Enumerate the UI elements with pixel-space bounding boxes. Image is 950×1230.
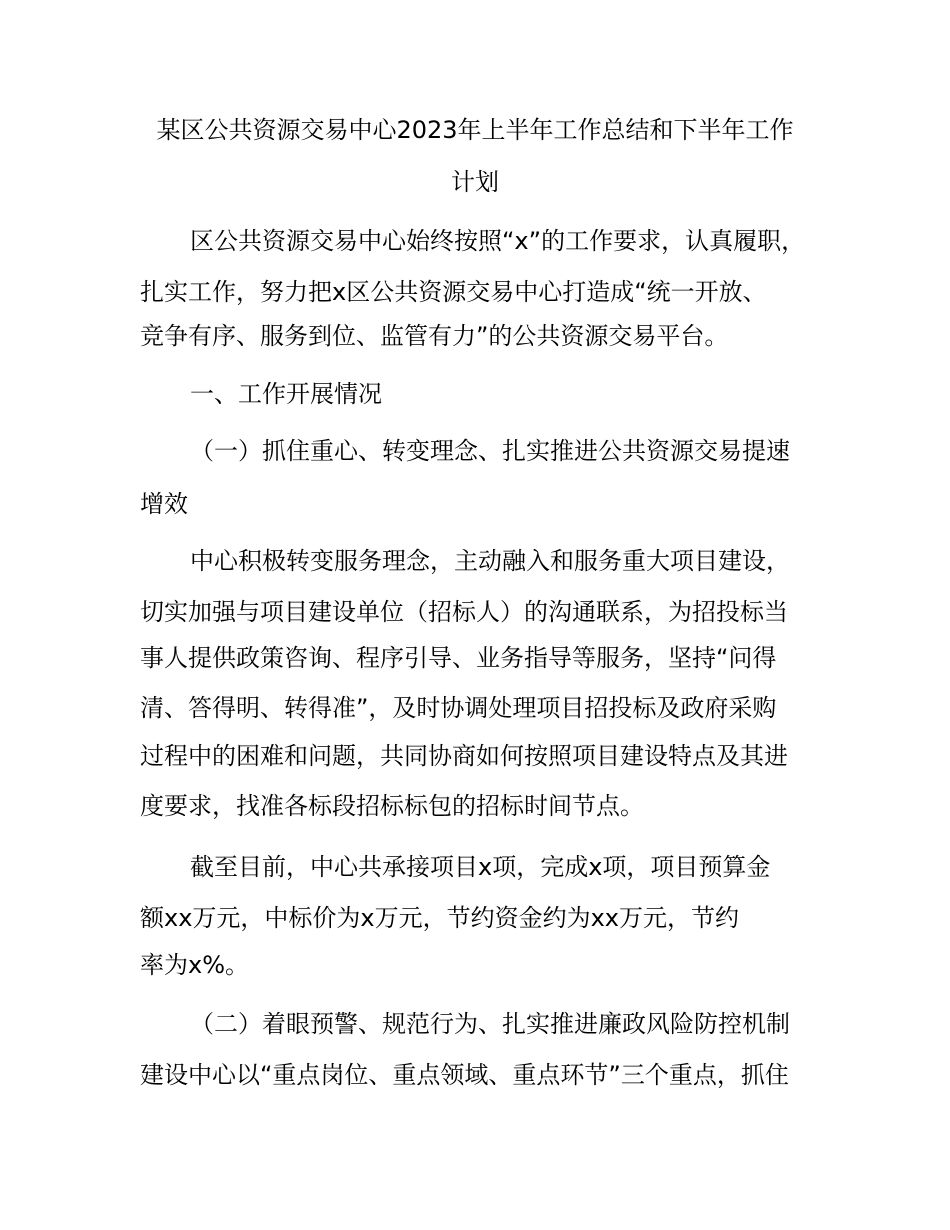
subsection-heading-1: （一）抓住重心、转变理念、扎实推进公共资源交易提速 (190, 437, 790, 465)
body-paragraph-line: 中心积极转变服务理念，主动融入和服务重大项目建设， (190, 547, 790, 575)
body-paragraph-line: 度要求，找准各标段招标标包的招标时间节点。 (140, 792, 644, 820)
section-heading-1: 一、工作开展情况 (190, 380, 382, 408)
body-paragraph-line: 事人提供政策咨询、程序引导、业务指导等服务，坚持“问得 (140, 644, 777, 672)
body-paragraph-line: 过程中的困难和问题，共同协商如何按照项目建设特点及其进 (140, 742, 788, 770)
subsection-heading-2: （二）着眼预警、规范行为、扎实推进廉政风险防控机制 (190, 1010, 790, 1038)
intro-paragraph-line: 竞争有序、服务到位、监管有力”的公共资源交易平台。 (140, 322, 729, 350)
statistics-paragraph-line: 截至目前，中心共承接项目x项，完成x项，项目预算金 (190, 853, 771, 881)
body-paragraph-line: 建设中心以“重点岗位、重点领域、重点环节”三个重点，抓住 (140, 1061, 789, 1089)
document-title-line-2: 计划 (451, 168, 499, 196)
body-paragraph-line: 切实加强与项目建设单位（招标人）的沟通联系，为招投标当 (140, 598, 788, 626)
body-paragraph-line: 清、答得明、转得准”，及时协调处理项目招投标及政府采购 (140, 694, 777, 722)
intro-paragraph-line: 区公共资源交易中心始终按照“x”的工作要求，认真履职， (190, 227, 806, 255)
subsection-heading-1: 增效 (140, 490, 188, 518)
statistics-paragraph-line: 额xx万元，中标价为x万元，节约资金约为xx万元，节约 (140, 904, 740, 932)
intro-paragraph-line: 扎实工作，努力把x区公共资源交易中心打造成“统一开放、 (140, 278, 767, 306)
document-title-line-1: 某区公共资源交易中心2023年上半年工作总结和下半年工作 (156, 116, 794, 144)
statistics-paragraph-line: 率为x%。 (140, 951, 250, 979)
